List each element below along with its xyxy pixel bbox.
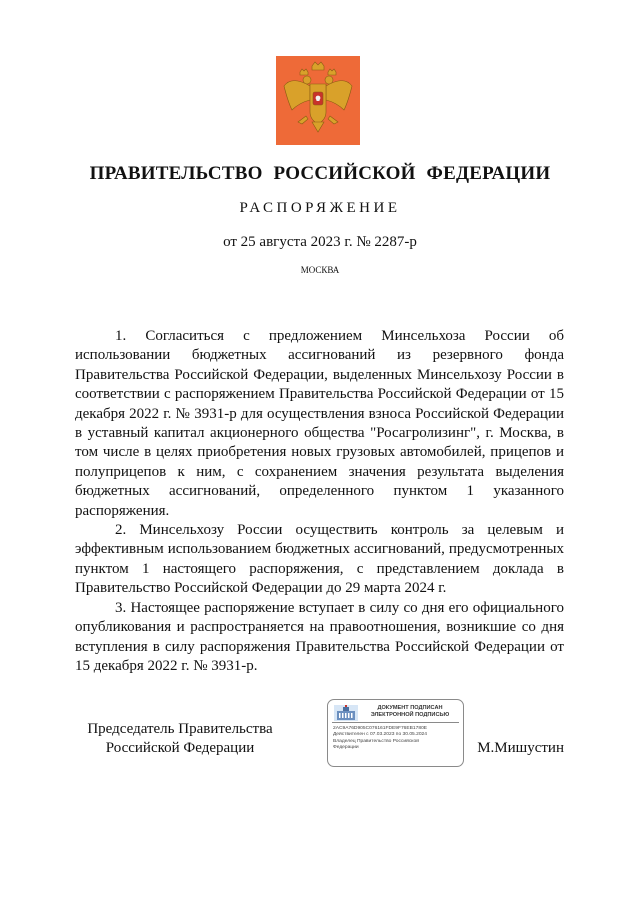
document-city: МОСКВА bbox=[300, 265, 340, 275]
paragraph-2: 2. Минсельхозу России осуществить контроль за целевым и эффективным использованием бюджетных ассигнований, предусмотренных пунктом 1 настоящего распоряжения, с представлением доклада в Правительство Российской Федерации до 29 марта 2024 г. bbox=[75, 522, 564, 597]
paragraph-3: 3. Настоящее распоряжение вступает в силу со дня его официального опубликования и распространяется на правоотношения, возникшие со дня вступления в силу распоряжения Правительства Российской Федерации от 15 декабря 2022 г. № 3931-р. bbox=[75, 599, 564, 674]
stamp-owner-line1: Владелец Правительство Российской bbox=[333, 738, 419, 744]
stamp-heading bbox=[360, 705, 460, 719]
document-type: РАСПОРЯЖЕНИЕ bbox=[239, 200, 401, 216]
coat-of-arms-icon bbox=[276, 56, 360, 145]
signatory-position-line1: Председатель Правительства bbox=[87, 721, 273, 737]
government-building-icon bbox=[334, 705, 358, 721]
stamp-owner-line2: Федерации bbox=[333, 744, 359, 750]
stamp-title-line2: ЭЛЕКТРОННОЙ ПОДПИСЬЮ bbox=[370, 712, 450, 718]
stamp-divider bbox=[332, 722, 459, 723]
stamp-details bbox=[333, 726, 459, 751]
document-date-number: от 25 августа 2023 г. № 2287-р bbox=[223, 234, 417, 250]
government-title: ПРАВИТЕЛЬСТВО РОССИЙСКОЙ ФЕДЕРАЦИИ bbox=[89, 163, 551, 184]
electronic-signature-stamp bbox=[327, 699, 464, 767]
stamp-title-line1: ДОКУМЕНТ ПОДПИСАН bbox=[377, 705, 443, 711]
paragraph-1: 1. Согласиться с предложением Минсельхоза России об использовании бюджетных ассигнований из резервного фонда Правительства Российской Федерации, выделенных Минсельхозу России в соответствии с распоряжением Правительства Российской Федерации от 15 декабря 2022 г. № 3931-р для осуществления взноса Российской Федерации в уставный капитал акционерного общества "Росагролизинг", г. Москва, в том числе в целях приобретения новых грузовых автомобилей, прицепов и полуприцепов к ним, с сохранением значения результата выделения бюджетных ассигнований, определенного пунктом 1 указанного распоряжения. bbox=[75, 328, 564, 519]
document-body bbox=[75, 327, 564, 676]
signatory-position-line2: Российской Федерации bbox=[105, 740, 255, 756]
signatory-name: М.Мишустин bbox=[477, 740, 564, 756]
stamp-validity: Действителен с 07.03.2023 по 30.05.2024 bbox=[333, 732, 427, 738]
signatory-position bbox=[75, 720, 285, 758]
stamp-certificate: 2AC9A76D905C076161FDE9F76EB1780E bbox=[333, 726, 428, 731]
